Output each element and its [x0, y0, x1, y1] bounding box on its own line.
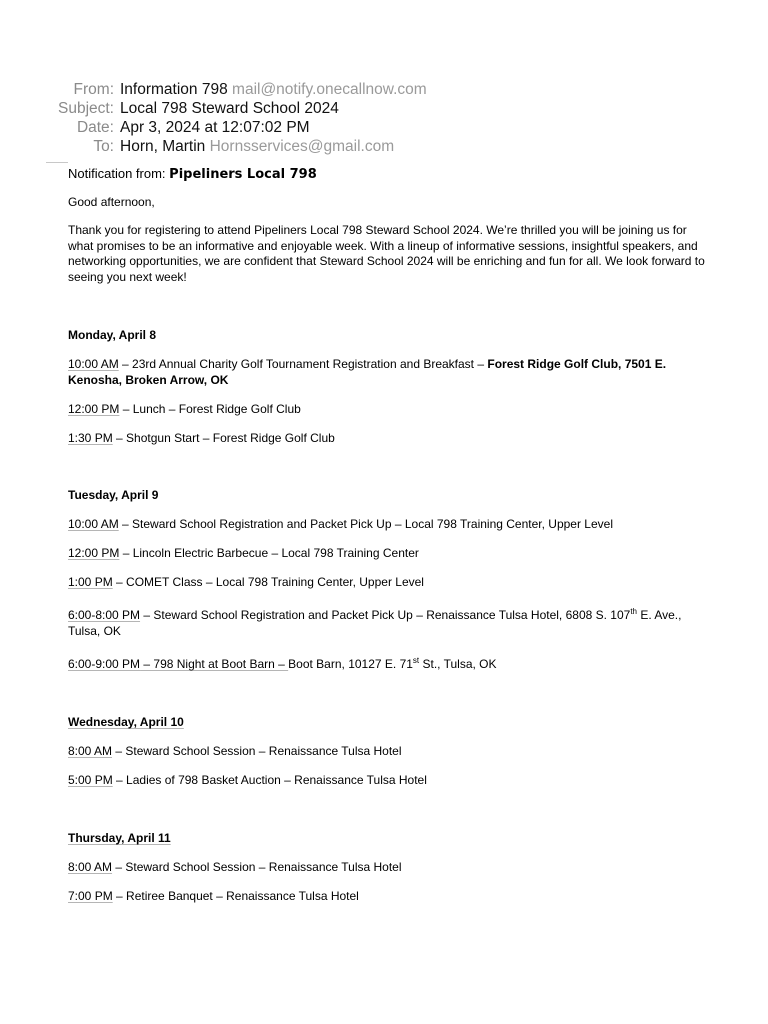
- event-time: 5:00 PM: [68, 773, 113, 787]
- event-text: – Steward School Registration and Packet Pick Up – Renaissance Tulsa Hotel, 6808 S. 107: [140, 608, 631, 622]
- event-time: 8:00 AM: [68, 860, 113, 874]
- to-name: Horn, Martin: [120, 138, 206, 155]
- event-time: 7:00 PM: [68, 889, 113, 903]
- date-label: Date:: [76, 119, 114, 136]
- day-heading-wednesday: Wednesday, April 10: [68, 715, 184, 729]
- event-time: 6:00-8:00 PM: [68, 608, 141, 622]
- event-text: – Lunch – Forest Ridge Golf Club: [119, 402, 301, 416]
- to-label: To:: [93, 138, 114, 155]
- ordinal-suffix: th: [630, 607, 637, 616]
- event-text-tail: E. Ave., Tulsa, OK: [68, 608, 682, 638]
- schedule-item: [68, 608, 708, 639]
- intro-paragraph: Thank you for registering to attend Pipeliners Local 798 Steward School 2024. We’re thrilled you will be joining us for what promises to be an informative and enjoyable week. With a lineup of informative sessions, insightful speakers, and networking opportunities, we are confident that Steward School 2024 will be enriching and fun for all. We look forward to seeing you next week!: [68, 223, 705, 285]
- schedule-item: [68, 546, 708, 562]
- greeting: Good afternoon,: [68, 195, 155, 209]
- notification-prefix: Notification from:: [68, 166, 166, 181]
- event-text: – Ladies of 798 Basket Auction – Renaissance Tulsa Hotel: [112, 773, 427, 787]
- event-text: – 798 Night at Boot Barn –: [140, 657, 289, 671]
- event-time: 1:30 PM: [68, 431, 113, 445]
- schedule-item: [68, 575, 708, 591]
- event-text: – Steward School Session – Renaissance Tulsa Hotel: [112, 860, 402, 874]
- event-text: – 23rd Annual Charity Golf Tournament Registration and Breakfast –: [118, 357, 488, 371]
- event-text-tail: St., Tulsa, OK: [419, 657, 497, 671]
- event-text: – Retiree Banquet – Renaissance Tulsa Hotel: [112, 889, 359, 903]
- schedule-item: [68, 889, 708, 905]
- event-text: – COMET Class – Local 798 Training Center, Upper Level: [112, 575, 424, 589]
- schedule-item: [68, 517, 708, 533]
- schedule-item: [68, 657, 708, 673]
- to-email[interactable]: Hornsservices@gmail.com: [209, 138, 395, 155]
- date-value: Apr 3, 2024 at 12:07:02 PM: [120, 119, 310, 136]
- day-heading-tuesday: Tuesday, April 9: [68, 488, 159, 502]
- notification-org: Pipeliners Local 798: [169, 167, 317, 182]
- day-heading-thursday: Thursday, April 11: [68, 831, 171, 845]
- schedule-item: [68, 860, 708, 876]
- event-location: Boot Barn, 10127 E. 71: [288, 657, 413, 671]
- event-location: Forest Ridge Golf Club, 7501 E. Kenosha, Broken Arrow, OK: [68, 357, 667, 387]
- event-text: – Steward School Session – Renaissance Tulsa Hotel: [112, 744, 402, 758]
- event-time: 10:00 AM: [68, 517, 119, 531]
- schedule-item: [68, 773, 708, 789]
- event-time: 12:00 PM: [68, 546, 120, 560]
- schedule-item: [68, 357, 708, 388]
- event-time: 10:00 AM: [68, 357, 119, 371]
- event-time: 12:00 PM: [68, 402, 120, 416]
- from-label: From:: [73, 81, 114, 98]
- event-text: – Lincoln Electric Barbecue – Local 798 Training Center: [119, 546, 419, 560]
- event-text: – Steward School Registration and Packet Pick Up – Local 798 Training Center, Upper Level: [118, 517, 613, 531]
- event-time: 8:00 AM: [68, 744, 113, 758]
- event-time: 6:00-9:00 PM: [68, 657, 141, 671]
- header-divider: [46, 162, 68, 163]
- ordinal-suffix: st: [412, 656, 420, 665]
- subject-value: Local 798 Steward School 2024: [120, 100, 339, 117]
- day-heading-monday: Monday, April 8: [68, 328, 157, 342]
- event-text: – Shotgun Start – Forest Ridge Golf Club: [112, 431, 335, 445]
- schedule-item: [68, 431, 708, 447]
- from-email[interactable]: mail@notify.onecallnow.com: [232, 81, 427, 98]
- schedule-item: [68, 744, 708, 760]
- from-name: Information 798: [120, 81, 228, 98]
- notification-line: [68, 166, 317, 183]
- subject-label: Subject:: [57, 100, 114, 117]
- event-time: 1:00 PM: [68, 575, 113, 589]
- schedule-item: [68, 402, 708, 418]
